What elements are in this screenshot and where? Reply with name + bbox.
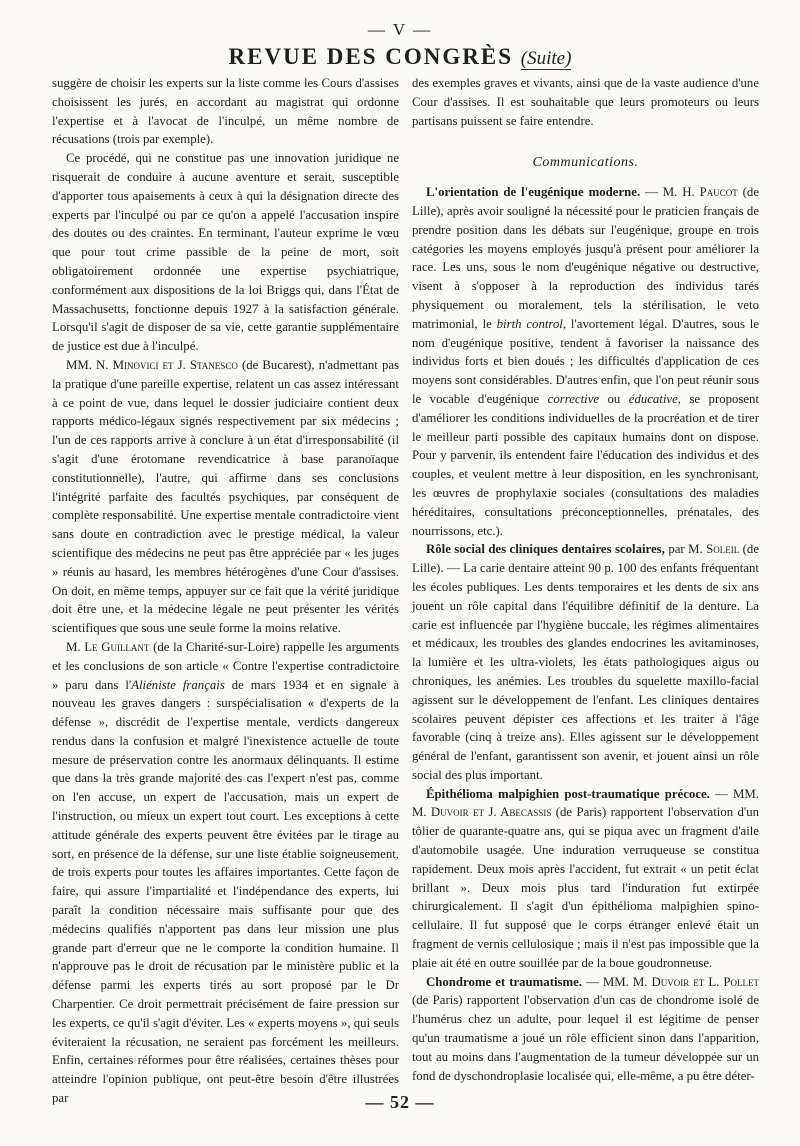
left-column: [52, 74, 399, 1108]
author-names: M. Soleil: [688, 542, 740, 557]
author-names: M. Le Guillant: [66, 639, 150, 654]
journal-name: Aliéniste français: [131, 677, 225, 692]
emphasis: corrective: [547, 391, 600, 406]
right-column: [412, 74, 759, 1085]
paragraph-continuation: suggère de choisir les experts sur la liste comme les Cours d'assises choisissent les jurés, en accordant au magistrat qui ordonne l'expertise et à l'avocat de l'inculpé, un même nombre de récusations (trois par exemple).: [52, 76, 399, 147]
connector-text: par: [668, 542, 685, 557]
author-names: MM. N. Minovici et J. Stanesco: [66, 357, 238, 372]
author-names: MM. M. Duvoir et J. Abecassis: [412, 786, 759, 820]
conjunction: ou: [607, 391, 621, 406]
emphasis: birth control: [496, 316, 563, 331]
paragraph-text: (de Paris) rapportent l'observation d'un cas de chondrome isolé de l'humérus chez un adulte, pour lequel il est légitime de penser qu'un traumatisme a joué un rôle efficient sinon dans l'apparition, tout au moins dans l'augmentation de la tumeur développée sur un fond de dyschondroplasie localisée qui, elle-même, a pu être déter-: [412, 993, 759, 1083]
emphasis: éducative: [628, 391, 678, 406]
title-suffix: (Suite): [520, 48, 572, 69]
communication-title: Épithélioma malpighien post-traumatique précoce.: [426, 786, 710, 801]
communication-item: Chondrome et traumatisme. — MM. M. Duvoir et L. Pollet (de Paris) rapportent l'observation d'un cas de chondrome isolé de l'humérus chez un adulte, pour lequel il est légitime de penser qu'un traumatisme a joué un rôle efficient sinon dans l'apparition, tout au moins dans l'augmentation de la tumeur développée sur un fond de dyschondroplasie localisée qui, elle-même, a pu être déter-: [412, 974, 759, 1083]
author-names: M. H. Paucot: [662, 185, 738, 200]
paragraph: [52, 638, 399, 1108]
paragraph-text: (de Bucarest), n'admettant pas la pratique d'une pareille expertise, relatent un cas assez intéressant à ce point de vue, dans lequel le dossier judiciaire contient deux rapports médico-légaux signés respectivement par six médecins ; l'un de ces rapports arrive à conclure à un état d'irresponsabilité (il s'agit d'une érotomane revendicatrice à base paranoïaque constitutionnelle), l'autre, qui affirme dans ses conclusions l'intégrité parfaite des facultés psychiques, par conséquent de complète responsabilité. Une expertise mentale contradictoire vient sans doute en contradiction avec le prestige médical, la valeur scientifique des médecins ne peut pas être appréciée par « les juges » réunis au hasard, les membres hétérogènes d'une Cour d'assises. On doit, en même temps, appuyer sur ce fait que la vérité juridique doit être une, et la médecine légale ne peut présenter les vérités scientifiques que sous une seule forme la moins relative.: [52, 357, 400, 636]
page-number: — 52 —: [365, 1092, 435, 1112]
paragraph-text: , se proposent d'améliorer les conditions individuelles de la procréation et de tirer le meilleur parti possible des capitaux humains dont on dispose. Pour y parvenir, ils entendent faire l'éducation des individus et des couples, et veulent mettre à leur disposition, en les synchronisant, les œuvres de prophylaxie sociales (consultations des maladies héréditaires, consultations préconceptionnelles, prénatales, des nourrissons, etc.).: [412, 391, 760, 538]
page-title: [0, 44, 800, 70]
page-folio: — V —: [367, 20, 433, 39]
communication-title: Chondrome et traumatisme.: [426, 974, 583, 989]
author-names: MM. M. Duvoir et L. Pollet: [602, 974, 759, 989]
paragraph-text: (de la Charité-sur-Loire) rappelle les arguments et les conclusions de son article « Contre l'expertise contradictoire » paru dans l': [52, 639, 399, 692]
communication-title: L'orientation de l'eugénique moderne.: [426, 185, 641, 200]
paragraph-continuation: des exemples graves et vivants, ainsi que de la vaste audience d'une Cour d'assises. Il est souhaitable que leurs promoteurs ou leurs partisans puissent se faire entendre.: [412, 76, 759, 128]
paragraph-text: de mars 1934 et en signale à nouveau les graves dangers : surspécialisation « d'experts de la défense », discrédit de l'expertise mentale, verdicts dangereux rendus dans la confusion et malgré l'inexistence actuelle de toute mesure de préservation contre les anormaux délinquants. Il estime que dans la très grande majorité des cas l'expert n'est pas, comme on l'en accuse, un expert de l'accusation, mais un expert de l'instruction, ou mieux un expert tout court. Les exceptions à cette attitude générale des experts peuvent être évitées par le tirage au sort, en présence de la défense, sur une liste établie soigneusement, de trois experts pour toutes les affaires importantes. Cette façon de faire, qui assure l'impartialité et l'indépendance des experts, lui paraît la condition nécessaire mais suffisante pour que des médecins qualifiés n'apportent pas dans leur mission une plus grande part d'erreur que ne le comporte la condition humaine. Il n'approuve pas le droit de récusation par le ministère public et la défense parmi les experts tirés au sort proposé par le Dr Charpentier. Ce droit permettrait précisément de faire pression sur les experts, ce qu'il s'agit d'éviter. Les « experts moyens », qui seuls éviteraient la récusation, ne seraient pas forcément les meilleurs. Enfin, certaines réformes pour être réalisées, certaines thèses pour atteindre l'opinion publique, ont peut-être besoin d'être illustrées par: [52, 677, 399, 1106]
journal-title: REVUE DES CONGRÈS: [228, 44, 514, 69]
communication-title: Rôle social des cliniques dentaires scolaires,: [426, 542, 665, 557]
paragraph-text: (de Lille), après avoir souligné la nécessité pour le praticien français de prendre position dans les débats sur l'eugénique, groupe en trois catégories les moyens employés jusqu'à présent pour améliorer la race. Les uns, sous le nom d'eugénique négative ou destructive, visent à s'opposer à la reproduction des individus tarés physiquement ou moralement, tels la stérilisation, le veto matrimonial, le: [412, 185, 760, 331]
paragraph: Ce procédé, qui ne constitue pas une innovation juridique ne risquerait de conduire à aucune aventure et serait, susceptible d'apporter tous apaisements à ceux à qui la désignation directe des experts par l'inculpé ou par ce qu'on a appelé l'accusation inspire des doutes ou des craintes. En terminant, l'auteur exprime le vœu que pour tout crime passible de la peine de mort, soit obligatoirement ordonnée une expertise psychiatrique, conformément aux dispositions de la loi Briggs qui, dans l'État de Massachusetts, fonctionne depuis 1927 à la satisfaction générale. Lorsqu'il s'agit de disposer de sa vie, cette garantie supplémentaire de justice est due à l'inculpé.: [52, 151, 399, 354]
paragraph-text: (de Lille). — La carie dentaire atteint 90 p. 100 des enfants fréquentant les écoles publiques. Les dents temporaires et les dents de six ans jouent un rôle capital dans l'équilibre définitif de la denture. La carie est influencée par l'hygiène buccale, les régimes alimentaires et médicaux, les troubles des glandes endocrines les avitaminoses, la lumière et les ultra-violets, les états pathologiques aigus ou chroniques, les anémies. Les troubles du squelette maxillo-facial agissent sur le développement de l'enfant. Les cliniques dentaires scolaires peuvent dépister ces affections et les traiter à l'âge favorable (cinq à treize ans). Elles agissent sur le développement général de l'enfant, garantissent son avenir, et jouent ainsi un rôle social des plus important.: [412, 542, 759, 782]
paragraph-text: , l'avortement légal. D'autres, sous le nom d'eugénique positive, tendent à favoriser la naissance des individus forts et bien doués ; les difficultés d'application de ces moyens sont considérables. D'autres enfin, que l'on peut réunir sous le vocable d'eugénique: [412, 316, 760, 406]
communication-item: [412, 540, 759, 784]
paragraph-text: (de Paris) rapportent l'observation d'un tôlier de quarante-quatre ans, qui se piqua avec un fragment d'aile d'automobile usagée. Une induration verruqueuse se constitua rapidement. Deux mois après l'accident, fut extrait « un petit éclat brillant ». Deux mois plus tard l'induration fut extirpée chirurgicalement. Il s'agit d'un épithélioma malpighien spino-cellulaire. Il fut supposé que le corps étranger enlevé était un fragment de vernis cellulosique ; mais il n'est pas impossible que la plaie ait été en outre souillée par de la boue goudronneuse.: [412, 805, 759, 970]
communication-item: Épithélioma malpighien post-traumatique précoce. — MM. M. Duvoir et J. Abecassis (de Paris) rapportent l'observation d'un tôlier de quarante-quatre ans, qui se piqua avec un fragment d'aile d'automobile usagée. Une induration verruqueuse se constitua rapidement. Deux mois après l'accident, fut extrait « un petit éclat brillant ». Deux mois plus tard l'induration fut extirpée chirurgicalement. Il s'agit d'un épithélioma malpighien spino-cellulaire. Il fut supposé que le corps étranger enlevé était un fragment de vernis cellulosique ; mais il n'est pas impossible que la plaie ait été en outre souillée par de la boue goudronneuse.: [412, 786, 759, 970]
communication-item: L'orientation de l'eugénique moderne. — M. H. Paucot (de Lille), après avoir souligné la nécessité pour le praticien français de prendre position dans les débats sur l'eugénique, groupe en trois catégories les moyens employés jusqu'à présent pour améliorer la race. Les uns, sous le nom d'eugénique négative ou destructive, visent à s'opposer à la reproduction des individus tarés physiquement ou moralement, tels la stérilisation, le veto matrimonial, le birth control, l'avortement légal. D'autres, sous le nom d'eugénique positive, tendent à favoriser la naissance des individus forts et bien doués ; les difficultés d'application de ces moyens sont considérables. D'autres enfin, que l'on peut réunir sous le vocable d'eugénique corrective ou éducative, se proposent d'améliorer les conditions individuelles de la procréation et de tirer le meilleur parti possible des capitaux humains dont on dispose. Pour y parvenir, ils entendent faire l'éducation des individus et des couples, et veulent mettre à leur disposition, en les synchronisant, les œuvres de prophylaxie sociales (consultations des maladies héréditaires, consultations préconceptionnelles, prénatales, des nourrissons, etc.).: [412, 185, 760, 538]
section-heading: Communications.: [532, 155, 639, 171]
paragraph: [52, 356, 399, 638]
